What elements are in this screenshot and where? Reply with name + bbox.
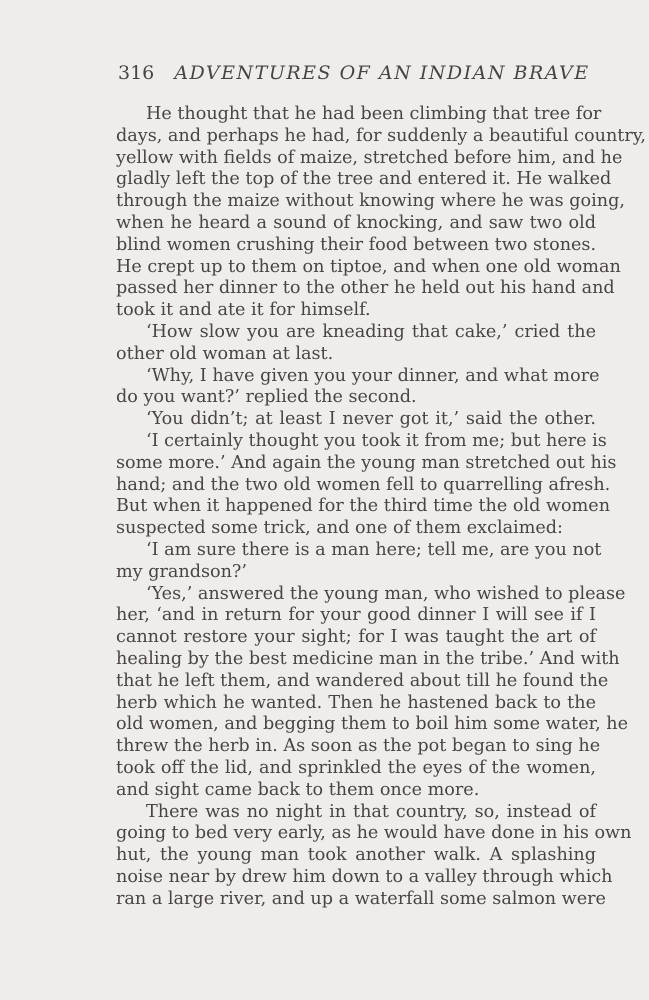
text-line: going to bed very early, as he would have done in his own <box>116 823 632 844</box>
text-line: when he heard a sound of knocking, and saw two old <box>116 212 596 233</box>
text-line: her, ‘and in return for your good dinner I will see if I <box>116 605 596 626</box>
text-line: But when it happened for the third time the old women <box>116 496 611 517</box>
text-line: noise near by drew him down to a valley through which <box>116 866 613 887</box>
body-text <box>116 104 646 910</box>
text-line: through the maize without knowing where he was going, <box>116 191 625 212</box>
text-line: ‘How slow you are kneading that cake,’ cried the <box>146 321 596 342</box>
text-line: healing by the best medicine man in the tribe.’ And with <box>116 648 620 669</box>
text-line: threw the herb in. As soon as the pot began to sing he <box>116 736 601 757</box>
running-title: ADVENTURES OF AN INDIAN BRAVE <box>174 62 590 84</box>
text-line: He thought that he had been climbing that tree for <box>146 104 602 124</box>
text-line: ‘Yes,’ answered the young man, who wished to please <box>146 583 626 604</box>
text-line: yellow with fields of maize, stretched before him, and he <box>116 147 623 168</box>
text-line: passed her dinner to the other he held out his hand and <box>116 278 615 299</box>
text-line: He crept up to them on tiptoe, and when one old woman <box>116 256 621 277</box>
text-line: ‘I am sure there is a man here; tell me, are you not <box>146 539 602 560</box>
text-line: hand; and the two old women fell to quarrelling afresh. <box>116 474 611 495</box>
text-line: gladly left the top of the tree and entered it. He walked <box>116 169 612 190</box>
text-line: cannot restore your sight; for I was taught the art of <box>116 627 596 648</box>
text-line: took it and ate it for himself. <box>116 300 371 321</box>
text-line: took off the lid, and sprinkled the eyes of the women, <box>116 757 596 778</box>
text-line: old women, and begging them to boil him some water, he <box>116 714 629 735</box>
text-line: other old woman at last. <box>116 343 334 364</box>
running-header <box>118 62 590 84</box>
text-line: days, and perhaps he had, for suddenly a beautiful country, <box>116 125 646 146</box>
text-line: blind women crushing their food between two stones. <box>116 234 597 255</box>
text-line: hut, the young man took another walk. A splashing <box>116 845 596 866</box>
page-number: 316 <box>118 62 155 84</box>
text-line: suspected some trick, and one of them exclaimed: <box>116 518 563 539</box>
text-line: ‘Why, I have given you your dinner, and what more <box>146 365 600 386</box>
text-line: do you want?’ replied the second. <box>116 387 417 408</box>
text-line: some more.’ And again the young man stretched out his <box>116 452 617 473</box>
text-line: that he left them, and wandered about till he found the <box>116 670 609 691</box>
text-line: my grandson?’ <box>116 561 247 582</box>
text-line: and sight came back to them once more. <box>116 779 480 800</box>
text-line: ‘I certainly thought you took it from me; but here is <box>146 430 607 451</box>
text-line: There was no night in that country, so, instead of <box>146 801 596 822</box>
text-line: herb which he wanted. Then he hastened back to the <box>116 692 596 713</box>
text-line: ‘You didn’t; at least I never got it,’ said the other. <box>146 409 596 430</box>
text-line: ran a large river, and up a waterfall some salmon were <box>116 888 606 909</box>
